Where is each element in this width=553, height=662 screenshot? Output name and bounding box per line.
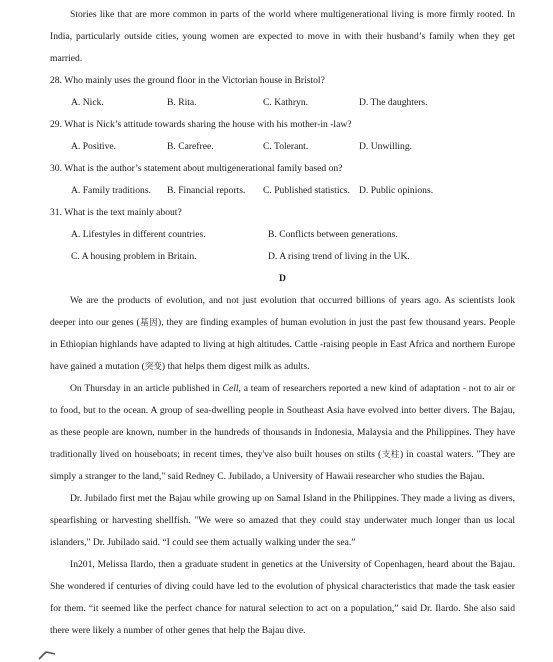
option-b: B. Rita. <box>167 97 197 108</box>
option-d: D. The daughters. <box>359 97 428 108</box>
text-span: , a team of researchers reported a new kind of adaptation - not to air or to food, but to the ocean. A group of sea-dwelling people in Southeast Asia have evolved into better divers. The Bajau, as these people are known, number in the hundreds of thousands in Indonesia, Malaysia and the Philippines. They have traditionally lived on houseboats; in recent times, they've also built houses on stilts ( <box>50 383 515 460</box>
option-row <box>50 136 515 158</box>
option-a: A. Lifestyles in different countries. <box>71 229 206 240</box>
option-b: B. Conflicts between generations. <box>268 229 398 240</box>
option-d: D. Public opinions. <box>359 185 434 196</box>
question-block-29 <box>50 114 515 158</box>
option-row <box>50 92 515 114</box>
passage-d-paragraph-4: In201, Melissa Ilardo, then a graduate student in genetics at the University of Copenhagen, heard about the Bajau. She wondered if centuries of diving could have led to the evolution of physical characteristics that made the task easier for them. “it seemed like the perfect chance for natural selection to act on a population,” said Dr. Ilardo. She also said there were likely a number of other genes that help the Bajau dive. <box>50 559 515 636</box>
text-span: We are the products of evolution, and not just evolution that occurred billions of years ago. As scientists look deeper into our genes ( <box>50 295 515 328</box>
question-block-30 <box>50 158 515 202</box>
option-d: D. Unwilling. <box>359 141 413 152</box>
question-stem: 31. What is the text mainly about? <box>50 207 182 218</box>
gloss-stilts: 支柱 <box>381 450 400 460</box>
text-span: ) in coastal waters. "They are simply a stranger to the land," said Redney C. Jubilado, a University of Hawaii researcher who studies the Bajau. <box>50 449 515 482</box>
section-heading: D <box>279 273 286 284</box>
passage-d-paragraph-3: Dr. Jubilado first met the Bajau while growing up on Samal Island in the Philippines. They made a living as divers, spearfishing or harvesting shellfish. "We were so amazed that they could stay underwater much longer than us local islanders," Dr. Jubilado said. “I could see them actually walking under the sea.” <box>50 493 515 548</box>
passage-d-paragraph-2 <box>50 378 515 488</box>
option-b: B. Financial reports. <box>167 185 246 196</box>
question-stem: 28. Who mainly uses the ground floor in the Victorian house in Bristol? <box>50 75 325 86</box>
option-d: D. A rising trend of living in the UK. <box>268 251 410 262</box>
journal-name: Cell <box>222 383 239 394</box>
option-a: A. Positive. <box>71 141 117 152</box>
option-b: B. Carefree. <box>167 141 214 152</box>
option-row <box>50 224 515 246</box>
gloss-gene: 基因 <box>139 318 159 328</box>
option-c: C. A housing problem in Britain. <box>71 251 197 262</box>
option-a: A. Family traditions. <box>71 185 151 196</box>
option-row <box>50 180 515 202</box>
option-c: C. Published statistics. <box>263 185 350 196</box>
question-stem: 30. What is the author’s statement about multigenerational family based on? <box>50 163 343 174</box>
option-c: C. Kathryn. <box>263 97 309 108</box>
question-block-28 <box>50 70 515 114</box>
option-row <box>50 246 515 268</box>
question-stem: 29. What is Nick’s attitude towards sharing the house with his mother-in -law? <box>50 119 352 130</box>
passage-d-paragraph-1 <box>50 290 515 378</box>
text-span: On Thursday in an article published in <box>70 383 223 394</box>
corner-mark-icon <box>38 650 56 660</box>
gloss-mutation: 突变 <box>144 362 162 372</box>
text-span: ), they are finding examples of human evolution in just the past few thousand years. People in Ethiopian highlands have adapted to living at high altitudes. Cattle -raising people in East Africa and northern Europe have gained a mutation ( <box>50 317 515 372</box>
passage-c-paragraph: Stories like that are more common in parts of the world where multigenerational living is more firmly rooted. In India, particularly outside cities, young women are expected to move in with their husband’s family when they get married. <box>50 9 515 64</box>
option-a: A. Nick. <box>71 97 104 108</box>
question-block-31 <box>50 202 515 268</box>
option-c: C. Tolerant. <box>263 141 309 152</box>
text-span: ) that helps them digest milk as adults. <box>161 361 310 372</box>
